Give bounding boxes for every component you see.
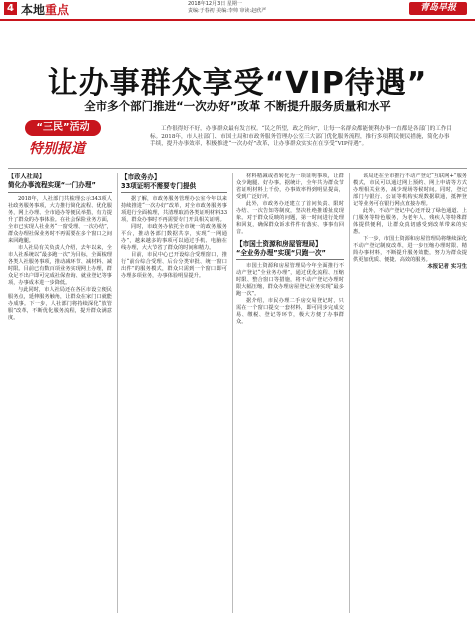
badge-subtitle: 特别报道	[29, 141, 85, 157]
column1-subhead-rule	[8, 192, 112, 193]
section-title-part1: 本地	[21, 3, 46, 17]
page-number-badge: 4	[4, 2, 17, 15]
column3-paragraph: 市国土资源和房屋管理局今年全面推行不动产登记“全业务办理”，通过优化流程、压缩时限、整合窗口等措施，将不动产登记办理时限大幅压缩，群众办理房屋登记业务实现“最多跑一次”。	[236, 263, 344, 297]
headline: 让办事群众享受“VIP待遇”	[47, 66, 428, 101]
lead-paragraph: 工作很得好不好，办事群众最有发言权。“民之所望，政之所向”，让每一名群众都能便利办事一直都是各部门的工作目标。2018年，市人社部门、市国土局和市政务服务管理办公室三大部门优化服务流程，推行多项利民便民措施，简化办事手续，提升办事效率，积极推进“一次办好”改革，让办事群众实实在在享受“VIP待遇”。	[150, 126, 453, 147]
column2-subhead-secondary: 33项证明不需要专门提供	[121, 181, 197, 190]
column1-paragraph: 与此同时，市人社局还在各区市设立便民服务点，延伸服务触角，让群众在家门口就能办成事。下一步，人社部门将持续深化“放管服”改革，不断优化服务流程，提升群众满意度。	[8, 286, 112, 321]
column1-subhead: 简化办事流程实现“一门办理”	[8, 181, 96, 189]
article-column-3	[236, 173, 344, 613]
badge-bubble: “三民”活动	[25, 120, 101, 136]
column1-paragraph: 2018年，人社部门共梳理公示343项人社政务服务事项，大力推行简化流程、优化服务，网上办理、全市通办等便民举措，有力提升了群众的办事体验。在社会保险业务方面，全市已实现人社业务“一窗受理、一次办结”，群众办理社保业务时不再需要在多个窗口之间来回跑腿。	[8, 195, 112, 244]
lead-divider	[8, 168, 467, 169]
column4-paragraph: 此外，不动产登记中心还开设了绿色通道、上门服务等特色服务，为老年人、残疾人等特殊群体提供便利，让群众真切感受到改革带来的实惠。	[353, 208, 467, 235]
column-divider	[349, 173, 350, 613]
column4-paragraph: 下一步，市国土资源和房屋管理局将继续深化不动产登记制度改革，进一步压缩办理时限、精简办事材料，不断提升服务效能，努力为群众提供更加优质、便捷、高效的服务。	[353, 236, 467, 263]
column3-paragraph: 此外，市政务办还建立了首问负责、限时办结、一次告知等制度，坚决杜绝推诿扯皮现象。对于群众反映的问题，第一时间进行处理和回复，确保群众诉求件件有落实、事事有回音。	[236, 201, 344, 235]
masthead-logo: 青岛早报	[409, 2, 467, 15]
column3-subhead: 【市国土资源和房屋管理局】	[236, 240, 322, 248]
column-divider	[232, 173, 233, 613]
article-column-1	[8, 173, 112, 613]
header-rule	[0, 19, 475, 21]
column1-kicker: 【市人社局】	[8, 173, 46, 180]
column4-paragraph: 该局还在全市推行不动产登记“互联网+”服务模式，市民可以通过网上预约、网上申请等方式办理相关业务，减少现场等候时间。同时，登记部门与银行、公证等机构实现数据联通，抵押登记等业务可在银行网点直接办理。	[353, 173, 467, 207]
column3-subhead-secondary: “全业务办理”实现“只跑一次”	[236, 248, 326, 257]
article-column-2	[121, 173, 227, 613]
column2-subhead-rule	[121, 192, 227, 193]
section-title	[21, 1, 69, 18]
column2-paragraph: 目前，市民中心已开设综合受理窗口，推行“前台综合受理、后台分类审批、统一窗口出件”的服务模式，群众只需到一个窗口即可办理多项业务，办事体验明显提升。	[121, 252, 227, 279]
column3-subhead-rule	[236, 259, 344, 260]
editors-line: 责编:于春初 美编:李帅 审读:赵欣严	[188, 7, 267, 14]
date-line: 2018年12月3日 星期一	[188, 1, 242, 7]
byline: 本报记者 实习生	[427, 264, 467, 270]
page-header	[0, 0, 475, 18]
column-divider	[117, 173, 118, 613]
special-report-badge	[15, 120, 111, 158]
column3-paragraph: 材料精减或者转化为一项证明事项，让群众少跑腿、好办事。据统计，全年共为群众节省证明材料上千份，办事效率得到明显提高，受到广泛好评。	[236, 173, 344, 200]
article-column-4	[353, 173, 467, 613]
column2-paragraph: 据了解，市政务服务管理办公室今年以来持续推进“一次办好”改革，对全市政务服务事项进行全面梳理，共清理取消各类证明材料33项，群众办事时不再需要专门开具相关证明。	[121, 196, 227, 223]
column2-paragraph: 同时，市政务办依托全市统一的政务服务平台，推动各部门数据共享，实现“一网通办”，越来越多的事项可以通过手机、电脑在线办理，大大节省了群众的时间和精力。	[121, 224, 227, 251]
column3-paragraph: 据介绍，市民办理二手房交易登记时，只需在一个窗口提交一套材料，即可同步完成交易、缴税、登记等环节，极大方便了办事群众。	[236, 298, 344, 325]
column1-paragraph: 市人社局有关负责人介绍，去年以来，全市人社系统以“最多跑一次”为目标，全面梳理各类人社服务事项，推动减环节、减材料、减时限。目前已有数百项业务实现网上办理，群众足不出户即可完成社保查询、就业登记等事项，办事成本进一步降低。	[8, 244, 112, 286]
header-meta	[188, 1, 266, 14]
section-title-part2: 重点	[45, 3, 70, 17]
column2-subhead: 【市政务办】	[121, 173, 161, 181]
subheadline: 全市多个部门推进“一次办好”改革 不断提升服务质量和水平	[84, 99, 391, 113]
